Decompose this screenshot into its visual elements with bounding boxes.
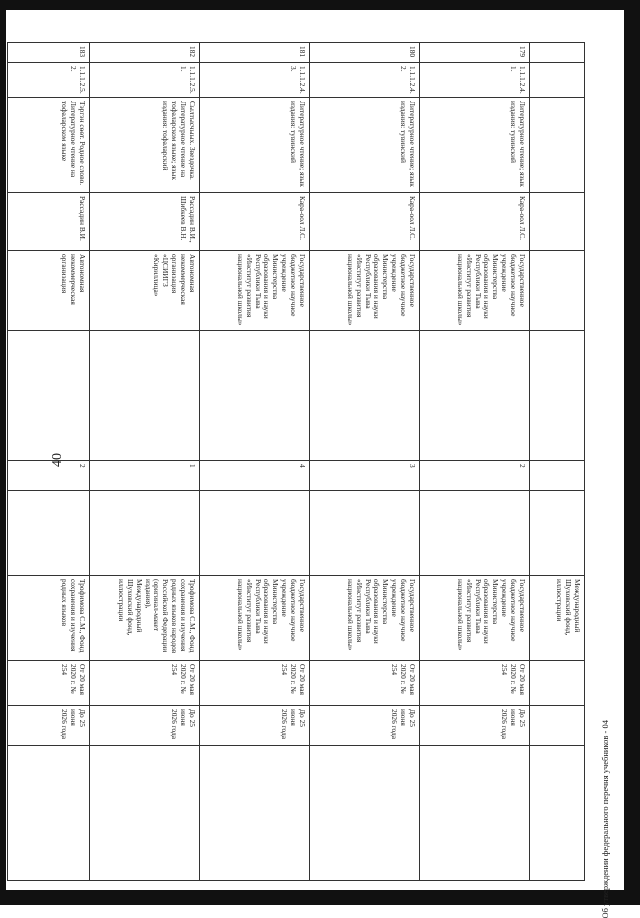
row-org: Государственное бюджетное научное учреждение Министерства образования и науки Республики Тыва «Институт развития национальной школы» xyxy=(310,251,420,331)
scan-edge-right xyxy=(624,0,640,905)
cell xyxy=(530,661,585,706)
row-publisher: Трофимова С.М., Фонд сохранения и изучения родных языков xyxy=(8,576,90,661)
row-date: От 20 мая 2020 г. № 254 xyxy=(8,661,90,706)
row-date: От 20 мая 2020 г. № 254 xyxy=(420,661,530,706)
row-grade: 2 xyxy=(8,461,90,491)
page-number: 40 xyxy=(50,453,65,467)
cell xyxy=(90,491,200,576)
row-until: До 25 июня 2026 года xyxy=(8,706,90,746)
cell xyxy=(530,43,585,63)
row-org: Государственное бюджетное научное учреждение Министерства образования и науки Республики Тыва «Институт развития национальной школы» xyxy=(200,251,310,331)
cell xyxy=(530,746,585,881)
row-grade: 3 xyxy=(310,461,420,491)
row-date: От 20 мая 2020 г. № 254 xyxy=(90,661,200,706)
row-title: Литературное чтение; язык издания: тувинский xyxy=(310,98,420,193)
row-author: Кара-оол Л.С. xyxy=(420,193,530,251)
cell xyxy=(530,461,585,491)
cell xyxy=(200,746,310,881)
cell xyxy=(530,331,585,461)
row-org: Автономная некоммерческая организация «ЦСИИГЗ «Кириллица» xyxy=(90,251,200,331)
row-publisher: Государственное бюджетное научное учреждение Министерства образования и науки Республики Тыва «Институт развития национальной школы» xyxy=(420,576,530,661)
row-until: До 25 июня 2026 года xyxy=(310,706,420,746)
row-until: До 25 июня 2026 года xyxy=(420,706,530,746)
cell xyxy=(200,331,310,461)
row-title: Литературное чтение; язык издания: тувинский xyxy=(200,98,310,193)
row-date: От 20 мая 2020 г. № 254 xyxy=(200,661,310,706)
cell xyxy=(530,491,585,576)
row-number: 180 xyxy=(310,43,420,63)
cell xyxy=(90,746,200,881)
rotated-table-container xyxy=(60,42,585,880)
row-code: 1.1.1.2.4.1. xyxy=(420,63,530,98)
cell xyxy=(8,331,90,461)
row-until: До 25 июня 2026 года xyxy=(200,706,310,746)
cell xyxy=(310,491,420,576)
scan-edge-top xyxy=(0,0,640,10)
row-org: Государственное бюджетное научное учреждение Министерства образования и науки Республики Тыва «Институт развития национальной школы» xyxy=(420,251,530,331)
row-grade: 2 xyxy=(420,461,530,491)
row-author: Кара-оол Л.С. xyxy=(200,193,310,251)
cell xyxy=(530,98,585,193)
row-until: До 25 июня 2026 года xyxy=(90,706,200,746)
row-code: 1.1.1.2.5.1. xyxy=(90,63,200,98)
row-number: 183 xyxy=(8,43,90,63)
row-grade: 1 xyxy=(90,461,200,491)
row-title: Тэргэн сөөт. Родное слово. Литературное чтение на тофаларском языке xyxy=(8,98,90,193)
cell xyxy=(530,63,585,98)
row-number: 181 xyxy=(200,43,310,63)
cell xyxy=(90,331,200,461)
scan-edge-left xyxy=(0,0,6,905)
cell xyxy=(420,331,530,461)
row-publisher: Трофимова С.М., Фонд сохранения и изучения родных языков народов Российской Федерации (оригинал-макет издания), Международный Шуховский фонд, иллюстрации xyxy=(90,576,200,661)
table-row xyxy=(200,43,310,881)
row-code: 1.1.1.2.4.2. xyxy=(310,63,420,98)
table-head-row xyxy=(530,43,585,881)
row-title: Сылтысчыых. Звездочка. Литературное чтение на тофаларском языке; язык издания: тофаларский xyxy=(90,98,200,193)
row-author: Кара-оол Л.С. xyxy=(310,193,420,251)
cell xyxy=(8,746,90,881)
row-author: Рассадин В.И., Шибкеев В.Н. xyxy=(90,193,200,251)
row-date: От 20 мая 2020 г. № 254 xyxy=(310,661,420,706)
table-row xyxy=(8,43,90,881)
row-author: Рассадин В.И. xyxy=(8,193,90,251)
row-org: Автономная некоммерческая организация xyxy=(8,251,90,331)
cell xyxy=(530,193,585,251)
table-row xyxy=(90,43,200,881)
table-row xyxy=(310,43,420,881)
row-publisher: Государственное бюджетное научное учреждение Министерства образования и науки Республики Тыва «Институт развития национальной школы» xyxy=(200,576,310,661)
row-code: 1.1.1.2.4.3. xyxy=(200,63,310,98)
footer-note: Об утверждении федерального перечня учебников - 04 xyxy=(600,720,610,918)
cell xyxy=(420,746,530,881)
table-row xyxy=(420,43,530,881)
row-number: 182 xyxy=(90,43,200,63)
cell xyxy=(420,491,530,576)
cell xyxy=(530,251,585,331)
scan-edge-bottom xyxy=(0,890,640,905)
cell xyxy=(200,491,310,576)
row-publisher: Государственное бюджетное научное учреждение Министерства образования и науки Республики Тыва «Институт развития национальной школы» xyxy=(310,576,420,661)
row-code: 1.1.1.2.5.2. xyxy=(8,63,90,98)
cell xyxy=(310,331,420,461)
cell xyxy=(310,746,420,881)
cell xyxy=(530,706,585,746)
publisher-note-cell: Международный Шуховский фонд, иллюстрации xyxy=(530,576,585,661)
row-grade: 4 xyxy=(200,461,310,491)
row-number: 179 xyxy=(420,43,530,63)
row-title: Литературное чтение; язык издания: тувинский xyxy=(420,98,530,193)
textbook-list-table xyxy=(7,42,585,881)
cell xyxy=(8,491,90,576)
